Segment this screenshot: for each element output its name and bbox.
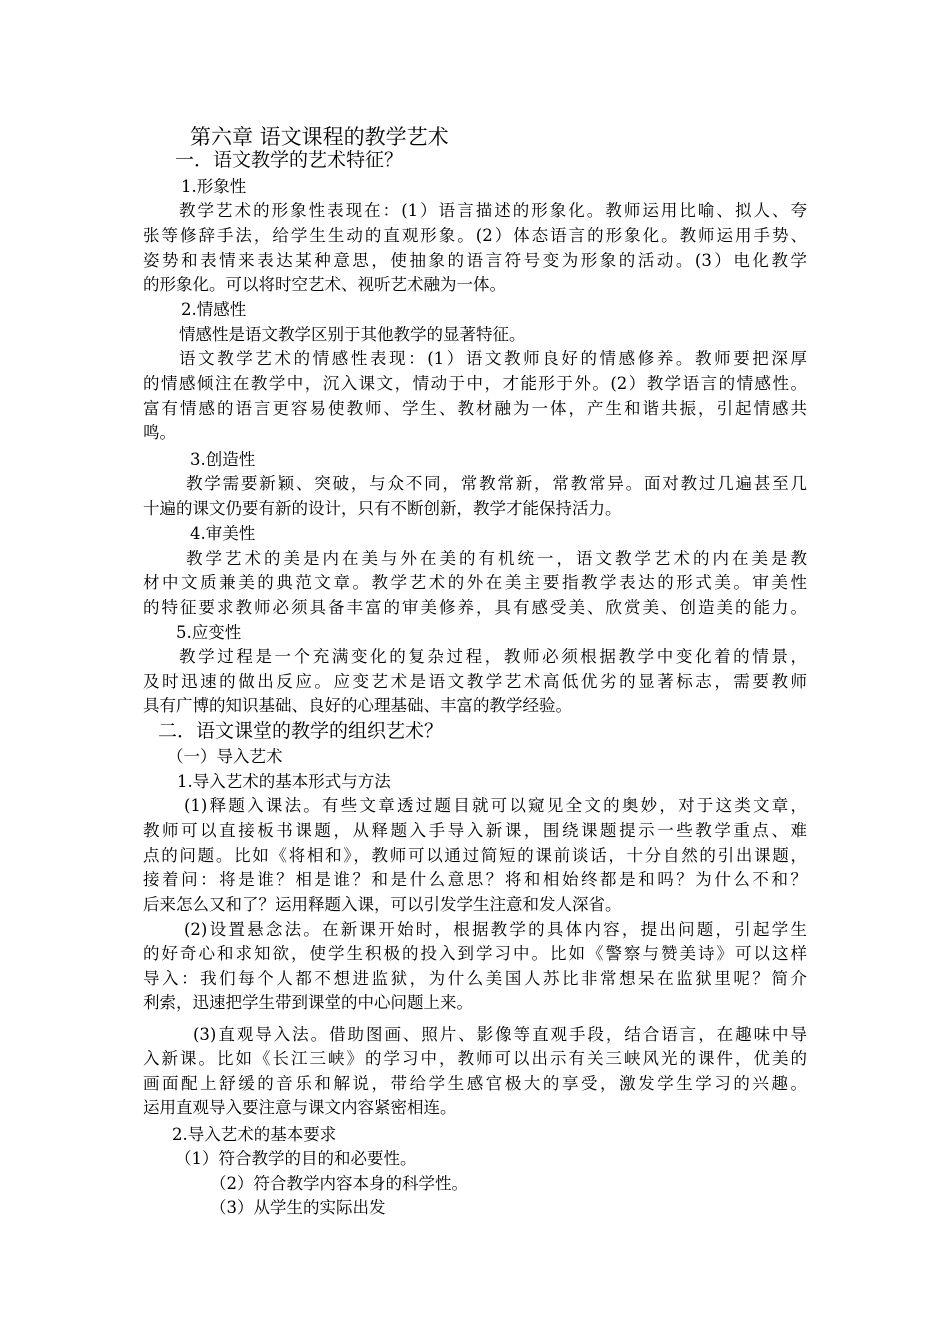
paragraph-line: 张等修辞手法，给学生生动的直观形象。(2）体态语言的形象化。教师运用手势、 (143, 226, 807, 245)
paragraph-line: (2)设置悬念法。在新课开始时，根据教学的具体内容，提出问题，引起学生 (184, 920, 807, 939)
subsection-heading: （一）导入艺术 (167, 747, 283, 766)
item-heading: 1.导入艺术的基本形式与方法 (177, 772, 391, 791)
paragraph-line: 姿势和表情来表达某种意思，使抽象的语言符号变为形象的活动。(3）电化教学 (143, 251, 807, 270)
paragraph-line: 后来怎么又和了？运用释题入课，可以引发学生注意和发人深省。 (143, 895, 622, 914)
paragraph-line: 材中文质兼美的典范文章。教学艺术的外在美主要指教学表达的形式美。审美性 (143, 573, 807, 592)
paragraph-line: 鸣。 (143, 423, 176, 442)
paragraph-line: 导入：我们每个人都不想进监狱，为什么美国人苏比非常想呆在监狱里呢？简介 (143, 969, 807, 988)
paragraph-line: 的形象化。可以将时空艺术、视听艺术融为一体。 (143, 275, 506, 294)
paragraph-line: 富有情感的语言更容易使教师、学生、教材融为一体，产生和谐共振，引起情感共 (143, 399, 807, 418)
paragraph-line: 画面配上舒缓的音乐和解说，带给学生感官极大的享受，激发学生学习的兴趣。 (143, 1074, 807, 1093)
paragraph-line: 的情感倾注在教学中，沉入课文，情动于中，才能形于外。(2）教学语言的情感性。 (143, 374, 807, 393)
list-item: （2）符合教学内容本身的科学性。 (210, 1174, 468, 1193)
item-5-heading: 5.应变性 (176, 623, 242, 642)
item-1-heading: 1.形象性 (181, 177, 247, 196)
item-heading: 2.导入艺术的基本要求 (172, 1125, 337, 1144)
paragraph-line: 教学艺术的形象性表现在：(1）语言描述的形象化。教师运用比喻、拟人、夸 (179, 201, 807, 220)
paragraph-line: 十遍的课文仍要有新的设计，只有不断创新，教学才能保持活力。 (143, 499, 622, 518)
paragraph-line: (3)直观导入法。借助图画、照片、影像等直观手段，结合语言，在趣味中导 (193, 1025, 807, 1044)
paragraph-line: 教学需要新颖、突破，与众不同，常教常新，常教常异。面对教过几遍甚至几 (186, 474, 807, 493)
paragraph-line: (1)释题入课法。有些文章透过题目就可以窥见全文的奥妙，对于这类文章， (184, 796, 807, 815)
paragraph-line: 情感性是语文教学区别于其他教学的显著特征。 (179, 325, 526, 344)
paragraph-line: 运用直观导入要注意与课文内容紧密相连。 (143, 1098, 457, 1117)
chapter-title: 第六章 语文课程的教学艺术 (190, 125, 449, 149)
paragraph-line: 教学过程是一个充满变化的复杂过程，教师必须根据教学中变化着的情景， (179, 647, 807, 666)
paragraph-line: 教师可以直接板书课题，从释题入手导入新课，围绕课题提示一些教学重点、难 (143, 821, 807, 840)
paragraph-line: 利索，迅速把学生带到课堂的中心问题上来。 (143, 993, 473, 1012)
item-3-heading: 3.创造性 (190, 450, 256, 469)
paragraph-line: 具有广博的知识基础、良好的心理基础、丰富的教学经验。 (143, 696, 572, 715)
section-2-heading: 二．语文课堂的教学的组织艺术？ (158, 720, 444, 742)
paragraph-line: 语文教学艺术的情感性表现：(1）语文教师良好的情感修养。教师要把深厚 (179, 349, 807, 368)
paragraph-line: 的特征要求教师必须具备丰富的审美修养，具有感受美、欣赏美、创造美的能力。 (143, 598, 807, 617)
paragraph-line: 教学艺术的美是内在美与外在美的有机统一，语文教学艺术的内在美是教 (186, 549, 807, 568)
item-2-heading: 2.情感性 (181, 300, 247, 319)
paragraph-line: 接着问：将是谁？相是谁？和是什么意思？将和相始终都是和吗？为什么不和？ (143, 870, 807, 889)
paragraph-line: 及时迅速的做出反应。应变艺术是语文教学艺术高低优劣的显著标志，需要教师 (143, 672, 807, 691)
paragraph-line: 入新课。比如《长江三峡》的学习中，教师可以出示有关三峡风光的课件，优美的 (143, 1049, 807, 1068)
section-1-heading: 一．语文教学的艺术特征？ (175, 149, 404, 171)
paragraph-line: 的好奇心和求知欲，使学生积极的投入到学习中。比如《警察与赞美诗》可以这样 (143, 944, 807, 963)
paragraph-line: 点的问题。比如《将相和》，教师可以通过简短的课前谈话，十分自然的引出课题， (143, 846, 807, 865)
item-4-heading: 4.审美性 (190, 524, 256, 543)
list-item: （3）从学生的实际出发 (210, 1198, 386, 1217)
list-item: （1）符合教学的目的和必要性。 (175, 1149, 417, 1168)
